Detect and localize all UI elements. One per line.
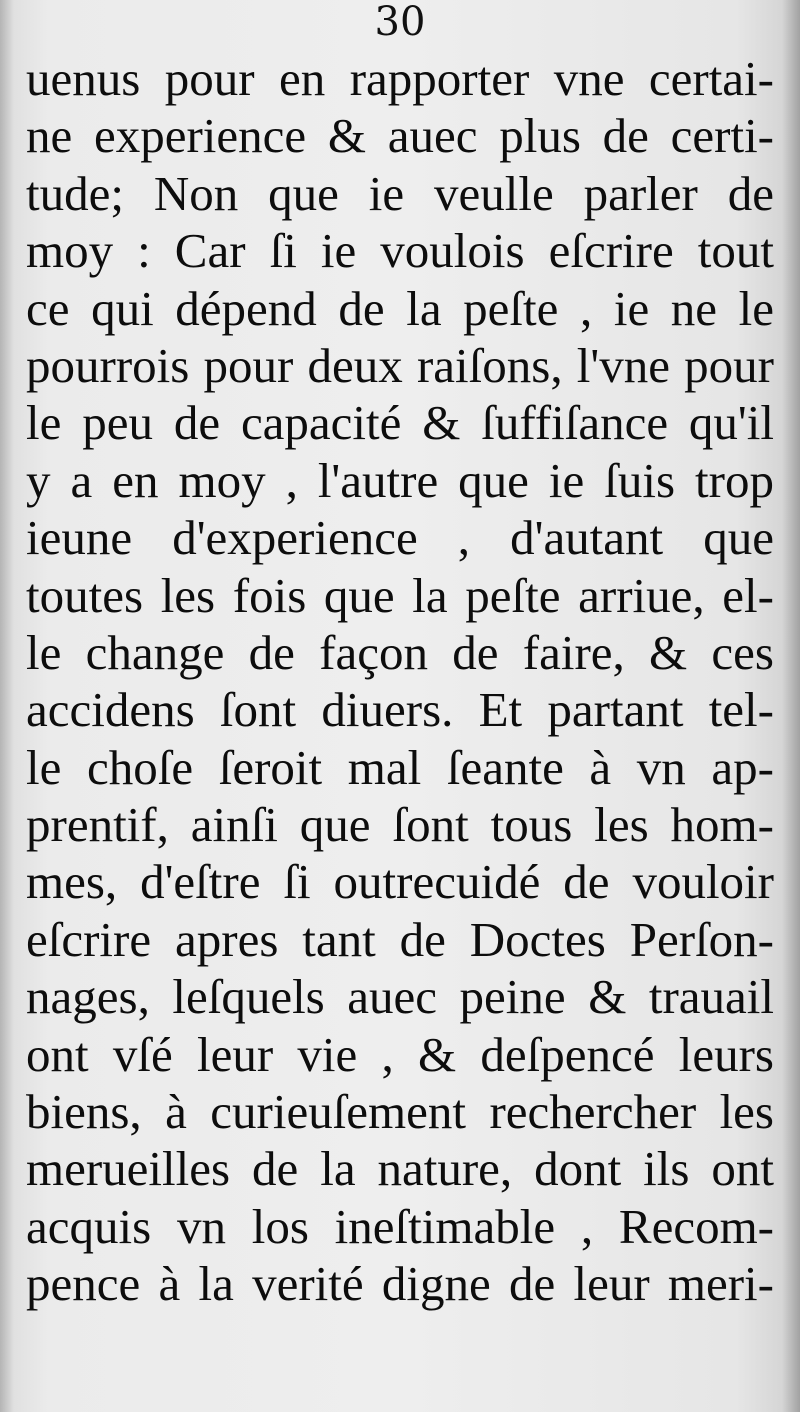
- text-line: ce qui dépend de la peſte , ie ne le: [26, 280, 774, 336]
- text-line: biens, à curieuſement rechercher les: [26, 1084, 774, 1140]
- text-line: mes, d'eſtre ſi outrecuidé de vouloir: [26, 854, 774, 910]
- text-line: toutes les fois que la peſte arriue, el-: [26, 567, 774, 623]
- body-text: [26, 50, 774, 1313]
- text-line: le change de façon de faire, & ces: [26, 624, 774, 680]
- page-edge-shadow-right: [782, 0, 800, 1412]
- text-line: ieune d'experience , d'autant que: [26, 510, 774, 566]
- text-line: le choſe ſeroit mal ſeante à vn ap-: [26, 739, 774, 795]
- text-line: prentif, ainſi que ſont tous les hom-: [26, 797, 774, 853]
- text-line: pourrois pour deux raiſons, l'vne pour: [26, 337, 774, 393]
- page-number: 30: [374, 0, 426, 45]
- text-line: ne experience & auec plus de certi-: [26, 108, 774, 164]
- text-line: ont vſé leur vie , & deſpencé leurs: [26, 1026, 774, 1082]
- page-edge-shadow-left: [0, 0, 14, 1412]
- text-line: y a en moy , l'autre que ie ſuis trop: [26, 452, 774, 508]
- text-line: tude; Non que ie veulle parler de: [26, 165, 774, 221]
- text-line: eſcrire apres tant de Doctes Perſon-: [26, 911, 774, 967]
- text-line: pence à la verité digne de leur meri-: [26, 1256, 774, 1312]
- text-line: le peu de capacité & ſuffiſance qu'il: [26, 395, 774, 451]
- text-line: moy : Car ſi ie voulois eſcrire tout: [26, 223, 774, 279]
- text-line: uenus pour en rapporter vne certai-: [26, 51, 774, 106]
- text-line: nages, leſquels auec peine & trauail: [26, 969, 774, 1025]
- text-line: acquis vn los ineſtimable , Recom-: [26, 1198, 774, 1254]
- text-line: accidens ſont diuers. Et partant tel-: [26, 682, 774, 738]
- text-line: merueilles de la nature, dont ils ont: [26, 1141, 774, 1197]
